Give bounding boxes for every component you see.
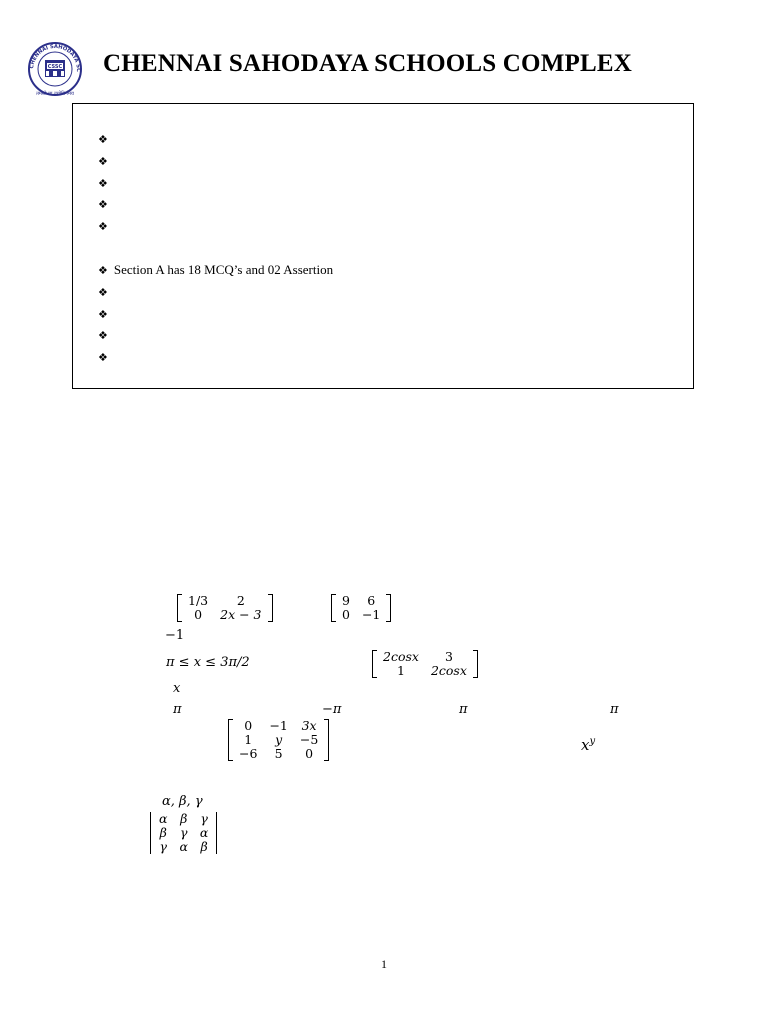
bullet-diamond-icon: ❖ <box>98 308 108 321</box>
bullet-diamond-icon: ❖ <box>98 133 108 146</box>
logo-ring-text: CHENNAI SAHODAYA SC <box>28 43 82 72</box>
matrix-cell: 0 <box>244 718 253 733</box>
determinant-cell: γ <box>159 839 167 854</box>
determinant-cell: γ <box>179 825 188 840</box>
instruction-item <box>98 350 114 365</box>
instruction-item <box>98 307 114 322</box>
q3-power <box>581 734 595 753</box>
instruction-item <box>98 176 114 191</box>
matrix-cell: −1 <box>269 718 288 733</box>
instructions-box <box>72 103 694 389</box>
q2-variable: x <box>173 681 181 696</box>
determinant-cell: β <box>200 839 208 854</box>
matrix-cell: 2cosx <box>383 649 419 664</box>
determinant-cell: β <box>159 825 167 840</box>
matrix-cell: 3 <box>444 649 453 664</box>
matrix-cell: 5 <box>274 746 283 761</box>
matrix-cell: 1 <box>244 732 253 747</box>
bullet-diamond-icon: ❖ <box>98 329 108 342</box>
section-a-text: Section A has 18 MCQ’s and 02 Assertion <box>113 262 334 277</box>
matrix-cell: 2cosx <box>430 663 467 678</box>
bullet-diamond-icon: ❖ <box>98 198 108 211</box>
q1-matrix-a <box>177 594 273 622</box>
q4-determinant <box>150 812 217 854</box>
q1-matrix-b <box>331 594 391 622</box>
matrix-cell: 1 <box>397 663 405 678</box>
instruction-item <box>98 132 114 147</box>
bullet-diamond-icon: ❖ <box>98 351 108 364</box>
q2-pi-1: π <box>173 702 182 717</box>
matrix-cell: −5 <box>299 732 319 747</box>
q2-neg-pi: −π <box>322 702 342 717</box>
matrix-cell: 2 <box>236 593 245 608</box>
bullet-diamond-icon: ❖ <box>98 286 108 299</box>
matrix-cell: 0 <box>305 746 314 761</box>
q1-value: −1 <box>165 628 185 643</box>
matrix-cell: −6 <box>239 746 258 761</box>
bullet-diamond-icon: ❖ <box>98 177 108 190</box>
q3-matrix <box>228 719 329 761</box>
determinant-cell: β <box>180 811 188 826</box>
q2-pi-3: π <box>610 702 619 717</box>
q3-power-base: x <box>581 736 590 754</box>
matrix-cell: 0 <box>342 607 350 622</box>
instruction-item <box>98 219 114 234</box>
determinant-cell: α <box>159 811 168 826</box>
matrix-cell: y <box>275 732 283 747</box>
logo-badge: CSSC <box>47 64 63 70</box>
matrix-cell: 2x − 3 <box>220 607 262 622</box>
bullet-diamond-icon: ❖ <box>98 220 108 233</box>
logo-motto: तमसो मा ज्योतिर्गमय <box>36 91 74 97</box>
page-number: 1 <box>381 957 387 971</box>
matrix-cell: 6 <box>367 593 376 608</box>
bullet-diamond-icon: ❖ <box>98 264 108 277</box>
page-title: CHENNAI SAHODAYA SCHOOLS COMPLEX <box>103 50 632 77</box>
matrix-cell: 9 <box>342 593 350 608</box>
matrix-cell: −1 <box>361 607 381 622</box>
instruction-item-section-a <box>98 263 333 278</box>
q2-range: π ≤ x ≤ 3π/2 <box>166 655 250 670</box>
instruction-item <box>98 197 114 212</box>
determinant-cell: α <box>199 825 209 840</box>
determinant-cell: γ <box>200 811 208 826</box>
q2-matrix <box>372 650 478 678</box>
bullet-diamond-icon: ❖ <box>98 155 108 168</box>
instruction-item <box>98 285 114 300</box>
matrix-cell: 0 <box>194 607 203 622</box>
q3-power-exp: y <box>589 736 596 747</box>
instruction-item <box>98 154 114 169</box>
q2-pi-2: π <box>459 702 468 717</box>
determinant-cell: α <box>179 839 188 854</box>
instruction-item <box>98 328 114 343</box>
matrix-cell: 1/3 <box>188 593 209 608</box>
matrix-cell: 3x <box>301 718 317 733</box>
school-logo <box>24 40 86 98</box>
q4-variables: α, β, γ <box>162 794 203 809</box>
